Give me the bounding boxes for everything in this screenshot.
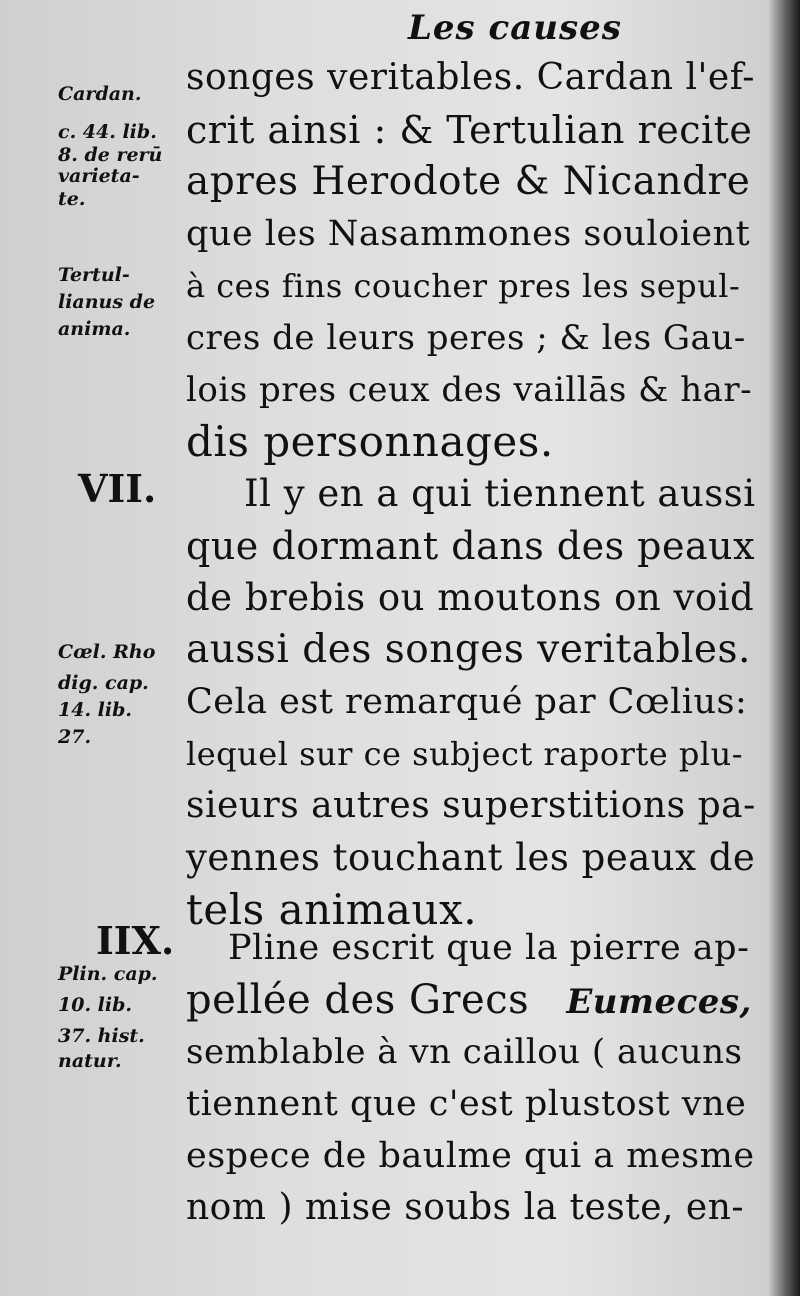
margin-line: lianus de [58, 291, 156, 313]
text-line: de brebis ou moutons on void [186, 576, 755, 619]
text-line: aussi des songes veritables. [186, 627, 751, 672]
margin-line: 27. [58, 726, 92, 748]
margin-line: Cœl. Rho [58, 641, 156, 663]
text-line: espece de baulme qui a mesme [186, 1136, 755, 1176]
margin-line: natur. [58, 1050, 122, 1072]
section-number-iix: IIX. [96, 918, 175, 963]
text-line: lois pres ceux des vaillās & har- [186, 370, 753, 410]
text-line: songes veritables. Cardan l'ef- [186, 57, 755, 98]
paragraph-start: Il y en a qui tiennent aussi [244, 472, 756, 515]
margin-line: varieta- [58, 165, 140, 187]
margin-line: 8. de rerū [58, 144, 163, 166]
margin-note-coelius [58, 642, 183, 748]
text-line: nom ) mise soubs la teste, en- [186, 1187, 745, 1228]
text-line: tiennent que c'est plustost vne [186, 1084, 747, 1124]
margin-line: anima. [58, 318, 131, 340]
text-line: lequel sur ce subject raporte plu- [186, 735, 743, 773]
margin-line: te. [58, 188, 86, 210]
text-line: sieurs autres superstitions pa- [186, 785, 756, 826]
paragraph-start: Pline escrit que la pierre ap- [228, 928, 750, 968]
text-line: apres Herodote & Nicandre [186, 159, 751, 204]
margin-line: 10. lib. [58, 994, 133, 1016]
margin-line: 37. hist. [58, 1025, 145, 1047]
margin-line: Tertul- [58, 264, 130, 286]
text-line: yennes touchant les peaux de [186, 836, 756, 879]
margin-line: c. 44. lib. [58, 121, 157, 143]
margin-line: dig. cap. [58, 672, 149, 694]
text-line: Cela est remarqué par Cœlius: [186, 682, 748, 722]
text-segment: pellée des Grecs [186, 977, 530, 1023]
text-line: que les Nasammones souloient [186, 214, 751, 254]
text-line: tels animaux. [186, 885, 478, 934]
running-title: Les causes [408, 8, 622, 48]
text-line: que dormant dans des peaux [186, 524, 756, 568]
margin-line: Cardan. [58, 83, 142, 105]
text-line: à ces fins coucher pres les sepul- [186, 267, 741, 305]
margin-note-tertul [58, 265, 183, 340]
text-line: crit ainsi : & Tertulian recite [186, 108, 753, 152]
section-number-vii: VII. [78, 466, 157, 511]
margin-note-pline [58, 964, 183, 1072]
text-line: cres de leurs peres ; & les Gau- [186, 318, 746, 358]
greek-term: Eumeces, [566, 982, 752, 1022]
margin-line: Plin. cap. [58, 963, 158, 985]
text-line: semblable à vn caillou ( aucuns [186, 1032, 743, 1072]
text-line: dis personnages. [186, 417, 554, 466]
margin-line: 14. lib. [58, 699, 133, 721]
margin-note-cardan [58, 84, 183, 210]
text-line [186, 974, 756, 1028]
